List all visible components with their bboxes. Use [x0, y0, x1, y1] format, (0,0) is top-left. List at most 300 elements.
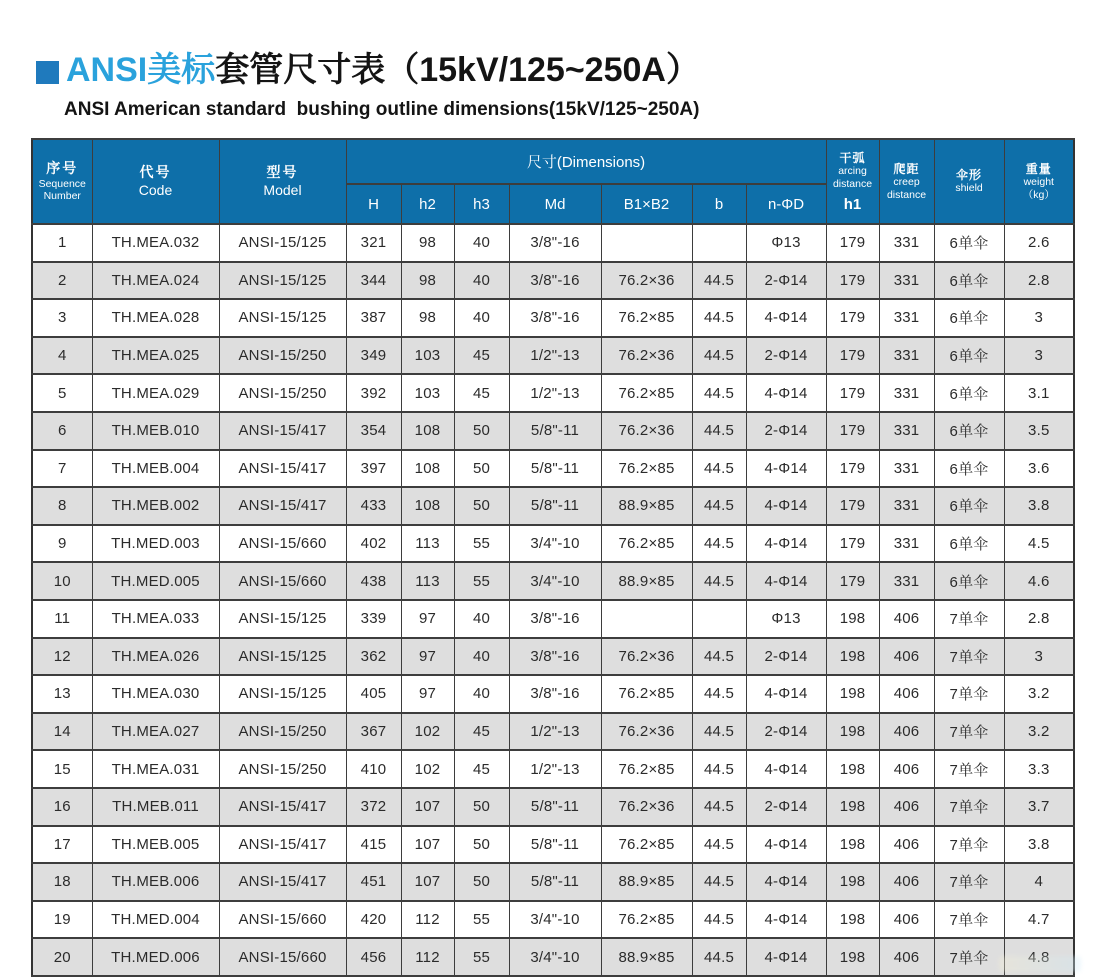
cell-Md: 3/4"-10: [509, 525, 601, 563]
cell-shield: 6单伞: [934, 224, 1004, 262]
page-title-highlight: ANSI美标: [66, 51, 216, 89]
cell-h3: 45: [454, 750, 509, 788]
cell-shield: 6单伞: [934, 374, 1004, 412]
cell-weight-kg: 3: [1004, 638, 1074, 676]
cell-h2: 112: [401, 938, 454, 976]
cell-shield: 6单伞: [934, 525, 1004, 563]
cell-n-phiD: Φ13: [746, 224, 826, 262]
cell-h3: 40: [454, 224, 509, 262]
cell-b: 44.5: [692, 901, 746, 939]
cell-n-phiD: 4-Φ14: [746, 487, 826, 525]
cell-H: 349: [346, 337, 401, 375]
cell-weight-kg: 3: [1004, 337, 1074, 375]
cell-h3: 55: [454, 901, 509, 939]
cell-n-phiD: 2-Φ14: [746, 412, 826, 450]
cell-sequence-number: 12: [32, 638, 92, 676]
cell-Md: 3/8"-16: [509, 262, 601, 300]
cell-model: ANSI-15/250: [219, 337, 346, 375]
cell-B1xB2: 76.2×85: [601, 901, 692, 939]
cell-weight-kg: 3.5: [1004, 412, 1074, 450]
cell-h3: 55: [454, 562, 509, 600]
header-dim-n-phiD: n-ΦD: [746, 184, 826, 224]
table-row: [32, 299, 1074, 337]
cell-n-phiD: 2-Φ14: [746, 337, 826, 375]
cell-code: TH.MEA.031: [92, 750, 219, 788]
cell-h1-arcing-distance: 179: [826, 374, 879, 412]
cell-creep-distance: 331: [879, 487, 934, 525]
cell-h3: 55: [454, 525, 509, 563]
cell-b: 44.5: [692, 713, 746, 751]
cell-B1xB2: 88.9×85: [601, 487, 692, 525]
cell-Md: 3/4"-10: [509, 938, 601, 976]
cell-model: ANSI-15/417: [219, 826, 346, 864]
cell-shield: 7单伞: [934, 675, 1004, 713]
header-dimensions-group: 尺寸(Dimensions): [346, 139, 826, 184]
cell-sequence-number: 9: [32, 525, 92, 563]
page-title-rest: 套管尺寸表（15kV/125~250A）: [215, 51, 700, 89]
cell-B1xB2: 76.2×36: [601, 412, 692, 450]
cell-code: TH.MEB.011: [92, 788, 219, 826]
cell-H: 362: [346, 638, 401, 676]
cell-h2: 97: [401, 675, 454, 713]
cell-h2: 102: [401, 750, 454, 788]
cell-n-phiD: 4-Φ14: [746, 826, 826, 864]
cell-weight-kg: 4.7: [1004, 901, 1074, 939]
cell-sequence-number: 13: [32, 675, 92, 713]
cell-h3: 45: [454, 337, 509, 375]
cell-b: 44.5: [692, 262, 746, 300]
cell-B1xB2: 76.2×85: [601, 750, 692, 788]
cell-code: TH.MEA.026: [92, 638, 219, 676]
cell-creep-distance: 331: [879, 374, 934, 412]
cell-h3: 40: [454, 638, 509, 676]
cell-h1-arcing-distance: 179: [826, 562, 879, 600]
table-row: [32, 562, 1074, 600]
table-row: [32, 374, 1074, 412]
table-row: [32, 938, 1074, 976]
cell-n-phiD: 4-Φ14: [746, 450, 826, 488]
cell-code: TH.MED.006: [92, 938, 219, 976]
cell-model: ANSI-15/660: [219, 938, 346, 976]
page-subtitle: ANSI American standard bushing outline dimensions(15kV/125~250A): [64, 99, 700, 120]
header-weight: 重量 weight （kg）: [1004, 139, 1074, 224]
cell-h2: 98: [401, 224, 454, 262]
cell-b: [692, 600, 746, 638]
cell-h3: 50: [454, 412, 509, 450]
cell-n-phiD: 4-Φ14: [746, 299, 826, 337]
cell-creep-distance: 406: [879, 863, 934, 901]
cell-shield: 6单伞: [934, 562, 1004, 600]
cell-code: TH.MEB.010: [92, 412, 219, 450]
cell-weight-kg: 4.8: [1004, 938, 1074, 976]
cell-Md: 3/4"-10: [509, 901, 601, 939]
cell-Md: 3/8"-16: [509, 600, 601, 638]
cell-code: TH.MEB.005: [92, 826, 219, 864]
cell-creep-distance: 406: [879, 713, 934, 751]
cell-h1-arcing-distance: 179: [826, 450, 879, 488]
cell-shield: 7单伞: [934, 638, 1004, 676]
cell-h2: 107: [401, 788, 454, 826]
cell-creep-distance: 331: [879, 299, 934, 337]
cell-B1xB2: 76.2×85: [601, 374, 692, 412]
cell-shield: 7单伞: [934, 901, 1004, 939]
cell-h2: 113: [401, 562, 454, 600]
cell-H: 397: [346, 450, 401, 488]
cell-creep-distance: 406: [879, 788, 934, 826]
cell-weight-kg: 4: [1004, 863, 1074, 901]
cell-shield: 6单伞: [934, 337, 1004, 375]
cell-h2: 108: [401, 412, 454, 450]
cell-h1-arcing-distance: 179: [826, 412, 879, 450]
cell-B1xB2: [601, 600, 692, 638]
header-dim-Md: Md: [509, 184, 601, 224]
cell-h2: 98: [401, 262, 454, 300]
table-body: [32, 224, 1074, 976]
cell-code: TH.MEB.002: [92, 487, 219, 525]
table-row: [32, 450, 1074, 488]
cell-shield: 6单伞: [934, 412, 1004, 450]
table-row: [32, 525, 1074, 563]
cell-H: 387: [346, 299, 401, 337]
cell-h1-arcing-distance: 198: [826, 750, 879, 788]
cell-H: 354: [346, 412, 401, 450]
cell-weight-kg: 3.1: [1004, 374, 1074, 412]
cell-B1xB2: 76.2×85: [601, 299, 692, 337]
header-dim-B1xB2: B1×B2: [601, 184, 692, 224]
table-row: [32, 713, 1074, 751]
cell-sequence-number: 7: [32, 450, 92, 488]
cell-B1xB2: 76.2×85: [601, 450, 692, 488]
cell-b: 44.5: [692, 412, 746, 450]
cell-weight-kg: 3.2: [1004, 675, 1074, 713]
cell-sequence-number: 20: [32, 938, 92, 976]
cell-sequence-number: 5: [32, 374, 92, 412]
table-row: [32, 412, 1074, 450]
cell-weight-kg: 3.8: [1004, 826, 1074, 864]
cell-H: 433: [346, 487, 401, 525]
cell-code: TH.MEA.033: [92, 600, 219, 638]
cell-model: ANSI-15/250: [219, 374, 346, 412]
cell-creep-distance: 406: [879, 750, 934, 788]
cell-h1-arcing-distance: 198: [826, 600, 879, 638]
cell-h2: 102: [401, 713, 454, 751]
cell-model: ANSI-15/417: [219, 450, 346, 488]
cell-n-phiD: 4-Φ14: [746, 675, 826, 713]
cell-b: 44.5: [692, 938, 746, 976]
cell-sequence-number: 6: [32, 412, 92, 450]
cell-weight-kg: 2.8: [1004, 262, 1074, 300]
cell-h2: 113: [401, 525, 454, 563]
cell-Md: 5/8"-11: [509, 788, 601, 826]
cell-model: ANSI-15/250: [219, 750, 346, 788]
cell-h3: 50: [454, 788, 509, 826]
table-row: [32, 487, 1074, 525]
cell-H: 321: [346, 224, 401, 262]
cell-n-phiD: 4-Φ14: [746, 863, 826, 901]
cell-B1xB2: 76.2×85: [601, 525, 692, 563]
cell-sequence-number: 14: [32, 713, 92, 751]
cell-h3: 55: [454, 938, 509, 976]
cell-h3: 40: [454, 600, 509, 638]
cell-code: TH.MEB.006: [92, 863, 219, 901]
cell-n-phiD: 4-Φ14: [746, 562, 826, 600]
cell-b: 44.5: [692, 638, 746, 676]
cell-n-phiD: 2-Φ14: [746, 638, 826, 676]
cell-h2: 112: [401, 901, 454, 939]
cell-h3: 40: [454, 675, 509, 713]
cell-h3: 50: [454, 487, 509, 525]
cell-Md: 5/8"-11: [509, 863, 601, 901]
cell-code: TH.MEA.029: [92, 374, 219, 412]
header-dim-h2: h2: [401, 184, 454, 224]
header-arcing-distance: 干弧 arcing distance h1: [826, 139, 879, 224]
table-row: [32, 600, 1074, 638]
cell-shield: 6单伞: [934, 487, 1004, 525]
cell-h3: 40: [454, 262, 509, 300]
cell-Md: 5/8"-11: [509, 826, 601, 864]
cell-shield: 7单伞: [934, 938, 1004, 976]
cell-H: 402: [346, 525, 401, 563]
cell-H: 339: [346, 600, 401, 638]
cell-h1-arcing-distance: 198: [826, 713, 879, 751]
cell-model: ANSI-15/250: [219, 713, 346, 751]
table-header: [32, 139, 1074, 224]
cell-b: [692, 224, 746, 262]
cell-b: 44.5: [692, 750, 746, 788]
cell-Md: 1/2"-13: [509, 374, 601, 412]
cell-weight-kg: 3.8: [1004, 487, 1074, 525]
cell-b: 44.5: [692, 788, 746, 826]
cell-creep-distance: 331: [879, 224, 934, 262]
cell-h3: 45: [454, 374, 509, 412]
cell-h1-arcing-distance: 179: [826, 337, 879, 375]
header-sequence-number: 序号 Sequence Number: [32, 139, 92, 224]
cell-sequence-number: 3: [32, 299, 92, 337]
cell-h1-arcing-distance: 198: [826, 788, 879, 826]
cell-B1xB2: [601, 224, 692, 262]
page-title: [36, 52, 700, 89]
cell-sequence-number: 19: [32, 901, 92, 939]
cell-weight-kg: 3.3: [1004, 750, 1074, 788]
cell-Md: 1/2"-13: [509, 337, 601, 375]
cell-creep-distance: 331: [879, 562, 934, 600]
cell-h1-arcing-distance: 198: [826, 638, 879, 676]
cell-b: 44.5: [692, 337, 746, 375]
cell-creep-distance: 406: [879, 600, 934, 638]
cell-h1-arcing-distance: 198: [826, 826, 879, 864]
cell-h1-arcing-distance: 198: [826, 901, 879, 939]
cell-B1xB2: 76.2×36: [601, 337, 692, 375]
cell-weight-kg: 3: [1004, 299, 1074, 337]
cell-creep-distance: 406: [879, 901, 934, 939]
cell-Md: 3/8"-16: [509, 299, 601, 337]
cell-b: 44.5: [692, 525, 746, 563]
cell-b: 44.5: [692, 562, 746, 600]
cell-weight-kg: 3.2: [1004, 713, 1074, 751]
cell-model: ANSI-15/417: [219, 863, 346, 901]
cell-weight-kg: 2.8: [1004, 600, 1074, 638]
cell-creep-distance: 331: [879, 525, 934, 563]
cell-h3: 50: [454, 826, 509, 864]
cell-h2: 103: [401, 374, 454, 412]
cell-model: ANSI-15/125: [219, 675, 346, 713]
table-row: [32, 901, 1074, 939]
cell-b: 44.5: [692, 863, 746, 901]
cell-n-phiD: 2-Φ14: [746, 713, 826, 751]
cell-weight-kg: 4.5: [1004, 525, 1074, 563]
cell-h2: 103: [401, 337, 454, 375]
cell-sequence-number: 17: [32, 826, 92, 864]
cell-B1xB2: 88.9×85: [601, 562, 692, 600]
cell-code: TH.MEA.025: [92, 337, 219, 375]
cell-code: TH.MEA.027: [92, 713, 219, 751]
cell-shield: 7单伞: [934, 863, 1004, 901]
cell-code: TH.MEB.004: [92, 450, 219, 488]
cell-H: 420: [346, 901, 401, 939]
cell-shield: 7单伞: [934, 788, 1004, 826]
cell-shield: 6单伞: [934, 262, 1004, 300]
cell-creep-distance: 406: [879, 938, 934, 976]
cell-weight-kg: 4.6: [1004, 562, 1074, 600]
cell-h1-arcing-distance: 198: [826, 675, 879, 713]
cell-h3: 45: [454, 713, 509, 751]
cell-n-phiD: 4-Φ14: [746, 938, 826, 976]
cell-creep-distance: 406: [879, 638, 934, 676]
cell-h3: 40: [454, 299, 509, 337]
cell-shield: 7单伞: [934, 713, 1004, 751]
cell-B1xB2: 76.2×36: [601, 262, 692, 300]
cell-H: 410: [346, 750, 401, 788]
table-row: [32, 262, 1074, 300]
cell-creep-distance: 406: [879, 826, 934, 864]
cell-b: 44.5: [692, 450, 746, 488]
cell-h3: 50: [454, 863, 509, 901]
cell-B1xB2: 88.9×85: [601, 938, 692, 976]
cell-model: ANSI-15/660: [219, 562, 346, 600]
cell-shield: 6单伞: [934, 299, 1004, 337]
cell-sequence-number: 18: [32, 863, 92, 901]
cell-model: ANSI-15/125: [219, 262, 346, 300]
table-row: [32, 675, 1074, 713]
cell-h1-arcing-distance: 179: [826, 299, 879, 337]
cell-creep-distance: 406: [879, 675, 934, 713]
cell-B1xB2: 76.2×85: [601, 675, 692, 713]
cell-creep-distance: 331: [879, 450, 934, 488]
cell-h1-arcing-distance: 198: [826, 938, 879, 976]
header-dim-h3: h3: [454, 184, 509, 224]
cell-n-phiD: Φ13: [746, 600, 826, 638]
cell-creep-distance: 331: [879, 412, 934, 450]
cell-code: TH.MEA.032: [92, 224, 219, 262]
cell-code: TH.MED.005: [92, 562, 219, 600]
cell-h2: 107: [401, 863, 454, 901]
cell-b: 44.5: [692, 826, 746, 864]
cell-Md: 5/8"-11: [509, 487, 601, 525]
cell-shield: 7单伞: [934, 750, 1004, 788]
cell-b: 44.5: [692, 675, 746, 713]
cell-h1-arcing-distance: 179: [826, 525, 879, 563]
cell-sequence-number: 10: [32, 562, 92, 600]
table-row: [32, 788, 1074, 826]
cell-weight-kg: 2.6: [1004, 224, 1074, 262]
cell-n-phiD: 4-Φ14: [746, 374, 826, 412]
cell-Md: 5/8"-11: [509, 450, 601, 488]
cell-shield: 7单伞: [934, 826, 1004, 864]
cell-model: ANSI-15/125: [219, 224, 346, 262]
cell-H: 438: [346, 562, 401, 600]
cell-h2: 97: [401, 638, 454, 676]
cell-code: TH.MEA.024: [92, 262, 219, 300]
cell-weight-kg: 3.7: [1004, 788, 1074, 826]
cell-h1-arcing-distance: 179: [826, 262, 879, 300]
cell-h1-arcing-distance: 179: [826, 487, 879, 525]
cell-h1-arcing-distance: 198: [826, 863, 879, 901]
cell-n-phiD: 2-Φ14: [746, 262, 826, 300]
header-dim-H: H: [346, 184, 401, 224]
cell-code: TH.MED.003: [92, 525, 219, 563]
cell-h2: 108: [401, 487, 454, 525]
cell-sequence-number: 4: [32, 337, 92, 375]
cell-code: TH.MED.004: [92, 901, 219, 939]
title-accent-square-icon: [36, 61, 59, 84]
cell-Md: 3/8"-16: [509, 224, 601, 262]
cell-B1xB2: 76.2×36: [601, 638, 692, 676]
cell-h3: 50: [454, 450, 509, 488]
cell-code: TH.MEA.030: [92, 675, 219, 713]
cell-B1xB2: 76.2×85: [601, 826, 692, 864]
cell-B1xB2: 88.9×85: [601, 863, 692, 901]
cell-b: 44.5: [692, 487, 746, 525]
page-title-text: [66, 52, 700, 89]
header-creep-distance: 爬距 creep distance: [879, 139, 934, 224]
cell-H: 392: [346, 374, 401, 412]
cell-creep-distance: 331: [879, 337, 934, 375]
header-code: 代号 Code: [92, 139, 219, 224]
cell-h2: 98: [401, 299, 454, 337]
table-row: [32, 638, 1074, 676]
cell-sequence-number: 11: [32, 600, 92, 638]
cell-model: ANSI-15/125: [219, 299, 346, 337]
cell-H: 344: [346, 262, 401, 300]
cell-Md: 3/8"-16: [509, 638, 601, 676]
cell-B1xB2: 76.2×36: [601, 788, 692, 826]
cell-H: 372: [346, 788, 401, 826]
cell-H: 451: [346, 863, 401, 901]
cell-model: ANSI-15/417: [219, 412, 346, 450]
cell-weight-kg: 3.6: [1004, 450, 1074, 488]
cell-H: 415: [346, 826, 401, 864]
cell-creep-distance: 331: [879, 262, 934, 300]
cell-h1-arcing-distance: 179: [826, 224, 879, 262]
cell-shield: 7单伞: [934, 600, 1004, 638]
cell-H: 367: [346, 713, 401, 751]
cell-B1xB2: 76.2×36: [601, 713, 692, 751]
cell-model: ANSI-15/125: [219, 638, 346, 676]
table-row: [32, 826, 1074, 864]
cell-model: ANSI-15/660: [219, 901, 346, 939]
cell-model: ANSI-15/417: [219, 487, 346, 525]
cell-Md: 5/8"-11: [509, 412, 601, 450]
cell-h2: 97: [401, 600, 454, 638]
bushing-dimensions-table: [31, 138, 1075, 977]
table-row: [32, 750, 1074, 788]
cell-model: ANSI-15/660: [219, 525, 346, 563]
table-row: [32, 863, 1074, 901]
header-shield: 伞形 shield: [934, 139, 1004, 224]
cell-n-phiD: 4-Φ14: [746, 750, 826, 788]
cell-n-phiD: 4-Φ14: [746, 901, 826, 939]
cell-Md: 3/8"-16: [509, 675, 601, 713]
